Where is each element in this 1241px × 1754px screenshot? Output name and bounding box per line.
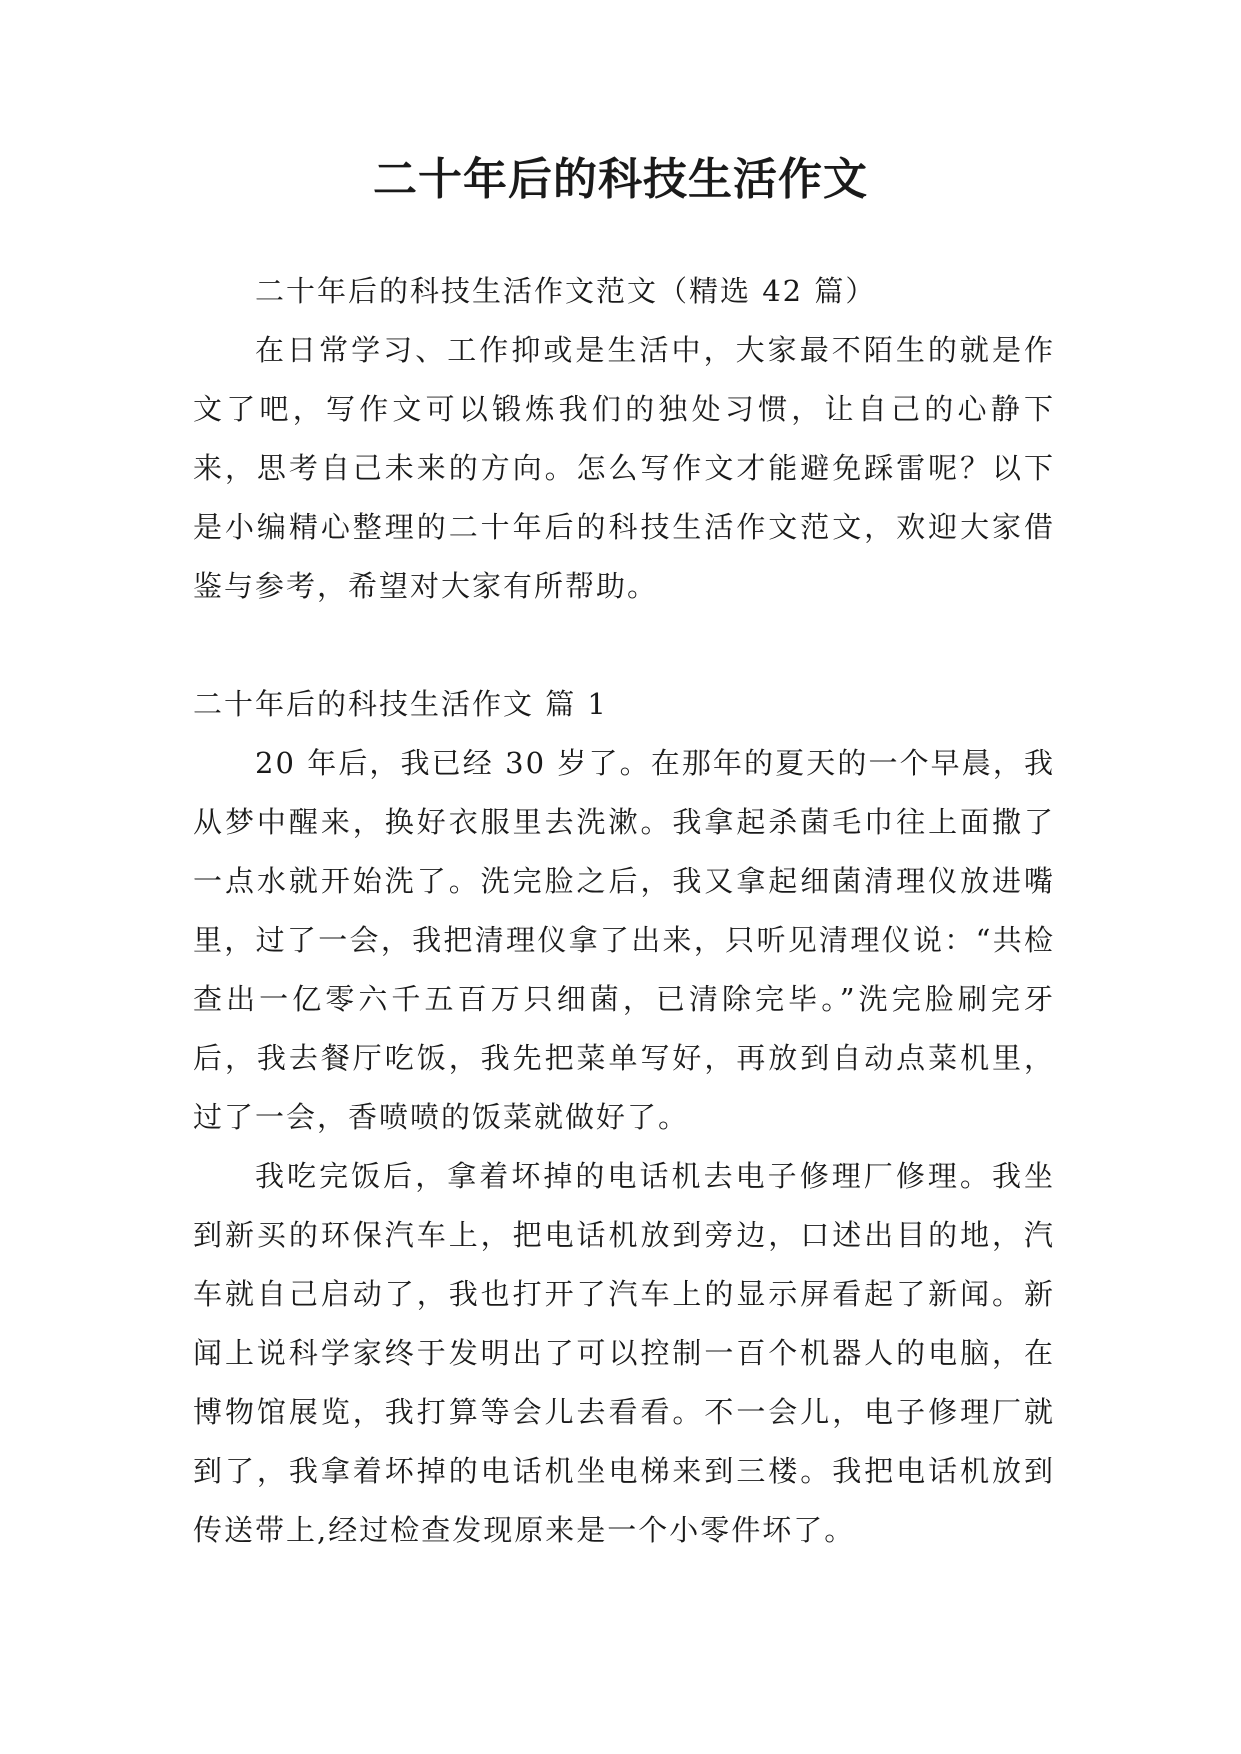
document-subtitle: 二十年后的科技生活作文范文（精选 42 篇） — [255, 274, 877, 308]
body-paragraph-1: 20 年后，我已经 30 岁了。在那年的夏天的一个早晨，我从梦中醒来，换好衣服里去洗漱。我拿起杀菌毛巾往上面撒了一点水就开始洗了。洗完脸之后，我又拿起细菌清理仪放进嘴里，过了一会，我把清理仪拿了出来，只听见清理仪说：“共检查出一亿零六千五百万只细菌，已清除完毕。”洗完脸刷完牙后，我去餐厅吃饭，我先把菜单写好，再放到自动点菜机里，过了一会，香喷喷的饭菜就做好了。 — [193, 746, 1055, 1134]
section-heading: 二十年后的科技生活作文 篇 1 — [193, 687, 608, 721]
body-paragraph-2: 我吃完饭后，拿着坏掉的电话机去电子修理厂修理。我坐到新买的环保汽车上，把电话机放到旁边，口述出目的地，汽车就自己启动了，我也打开了汽车上的显示屏看起了新闻。新闻上说科学家终于发明出了可以控制一百个机器人的电脑，在博物馆展览，我打算等会儿去看看。不一会儿，电子修理厂就到了，我拿着坏掉的电话机坐电梯来到三楼。我把电话机放到传送带上,经过检查发现原来是一个小零件坏了。 — [193, 1159, 1055, 1547]
intro-paragraph: 在日常学习、工作抑或是生活中，大家最不陌生的就是作文了吧，写作文可以锻炼我们的独处习惯，让自己的心静下来，思考自己未来的方向。怎么写作文才能避免踩雷呢？以下是小编精心整理的二十年后的科技生活作文范文，欢迎大家借鉴与参考，希望对大家有所帮助。 — [193, 333, 1055, 603]
document-title: 二十年后的科技生活作文 — [373, 154, 868, 205]
document-body — [193, 262, 1055, 1560]
